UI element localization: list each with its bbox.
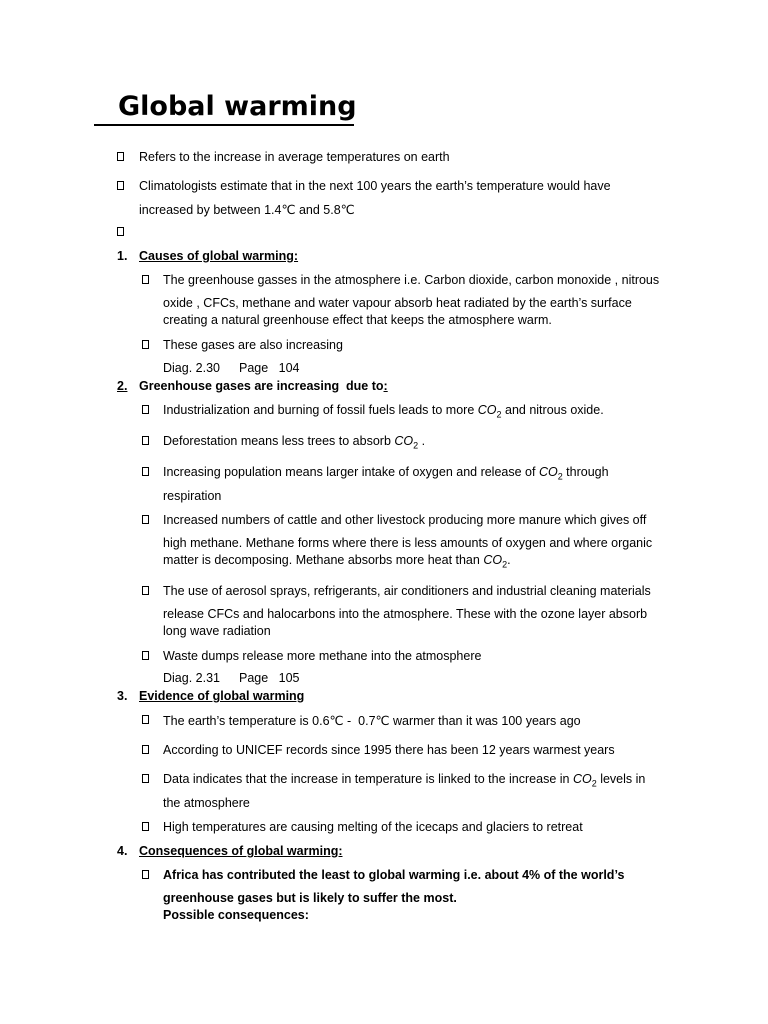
s1-item-2: These gases are also increasing	[163, 338, 343, 352]
s2-item-4-text-b: .	[507, 553, 511, 567]
section-3-heading: Evidence of global warming	[139, 689, 305, 703]
co2-formula: $CO_2$	[538, 465, 563, 482]
s2-diagram-ref: Diag. 2.31	[163, 671, 220, 685]
intro-bullet-2-line-1: Climatologists estimate that in the next 100 years the earth’s temperature would have	[139, 179, 611, 193]
s2-item-3-line-1	[163, 465, 609, 482]
s1-diagram-ref: Diag. 2.30	[163, 361, 220, 375]
s2-item-4-text-a: matter is decomposing. Methane absorbs more heat than	[163, 553, 484, 567]
section-4-heading: Consequences of global warming:	[139, 844, 343, 858]
bullet-icon	[142, 822, 149, 831]
s2-item-1	[163, 403, 604, 420]
s3-item-3-line-2: the atmosphere	[163, 796, 250, 810]
s3-item-3-text-b: levels in	[596, 772, 646, 786]
s2-item-3-text-a: Increasing population means larger intake of oxygen and release of	[163, 465, 539, 479]
s2-item-5-line-2: release CFCs and halocarbons into the atmosphere. These with the ozone layer absorb	[163, 607, 648, 621]
bullet-icon	[142, 275, 149, 284]
s2-item-4-line-3	[163, 553, 511, 570]
bullet-icon	[142, 340, 149, 349]
s3-item-2: According to UNICEF records since 1995 there has been 12 years warmest years	[163, 743, 615, 757]
section-2-heading-text: Greenhouse gases are increasing due to	[139, 379, 384, 393]
s2-item-1-text-a: Industrialization and burning of fossil fuels leads to more	[163, 403, 478, 417]
bullet-icon	[117, 227, 124, 236]
bullet-icon	[117, 181, 124, 190]
co2-formula: $CO_2$	[394, 434, 419, 451]
s2-item-4-line-2: high methane. Methane forms where there is less amounts of oxygen and where organic	[163, 536, 653, 550]
section-4-number: 4.	[117, 844, 128, 858]
bullet-icon	[142, 651, 149, 660]
s3-item-4: High temperatures are causing melting of the icecaps and glaciers to retreat	[163, 820, 583, 834]
s3-item-1: The earth’s temperature is 0.6℃ - 0.7℃ warmer than it was 100 years ago	[163, 714, 581, 728]
bullet-icon	[142, 745, 149, 754]
bullet-icon	[142, 405, 149, 414]
section-1-number: 1.	[117, 249, 128, 263]
intro-bullet-1: Refers to the increase in average temperatures on earth	[139, 150, 450, 164]
bullet-icon	[142, 467, 149, 476]
co2-formula: $CO_2$	[477, 403, 502, 420]
s2-item-5-line-3: long wave radiation	[163, 624, 271, 638]
co2-formula: $CO_2$	[572, 772, 597, 789]
s2-item-1-text-b: and nitrous oxide.	[501, 403, 604, 417]
s2-page-ref: Page 105	[239, 671, 300, 685]
s2-item-3-text-b: through	[562, 465, 609, 479]
s2-item-5-line-1: The use of aerosol sprays, refrigerants, air conditioners and industrial cleaning materials	[163, 584, 651, 598]
s1-item-1-line-1: The greenhouse gasses in the atmosphere i.e. Carbon dioxide, carbon monoxide , nitrous	[163, 273, 660, 287]
section-3-number: 3.	[117, 689, 128, 703]
title-underline	[94, 124, 354, 126]
s2-item-4-line-1: Increased numbers of cattle and other livestock producing more manure which gives off	[163, 513, 647, 527]
section-2-heading	[139, 379, 388, 393]
co2-formula: $CO_2$	[483, 553, 508, 570]
bullet-icon	[142, 586, 149, 595]
intro-bullet-2-line-2: increased by between 1.4℃ and 5.8℃	[139, 203, 355, 217]
s4-item-1-line-1: Africa has contributed the least to global warming i.e. about 4% of the world’s	[163, 868, 625, 882]
s4-possible-consequences: Possible consequences:	[163, 908, 309, 922]
s1-item-1-line-3: creating a natural greenhouse effect that keeps the atmosphere warm.	[163, 313, 552, 327]
s3-item-3-text-a: Data indicates that the increase in temperature is linked to the increase in	[163, 772, 573, 786]
bullet-icon	[117, 152, 124, 161]
s1-item-1-line-2: oxide , CFCs, methane and water vapour absorb heat radiated by the earth’s surface	[163, 296, 632, 310]
s1-page-ref: Page 104	[239, 361, 300, 375]
page-title: Global warming	[118, 91, 357, 122]
bullet-icon	[142, 515, 149, 524]
bullet-icon	[142, 715, 149, 724]
bullet-icon	[142, 870, 149, 879]
s2-item-6: Waste dumps release more methane into the atmosphere	[163, 649, 482, 663]
section-1-heading: Causes of global warming:	[139, 249, 299, 263]
section-2-heading-colon: :	[383, 379, 388, 393]
s4-item-1-line-2: greenhouse gases but is likely to suffer the most.	[163, 891, 457, 905]
s2-item-2-text-b: .	[418, 434, 426, 448]
s2-item-2-text-a: Deforestation means less trees to absorb	[163, 434, 395, 448]
s3-item-3-line-1	[163, 772, 645, 789]
s2-item-2	[163, 434, 425, 451]
bullet-icon	[142, 774, 149, 783]
section-2-number: 2.	[117, 379, 128, 393]
bullet-icon	[142, 436, 149, 445]
s2-item-3-line-2: respiration	[163, 489, 222, 503]
